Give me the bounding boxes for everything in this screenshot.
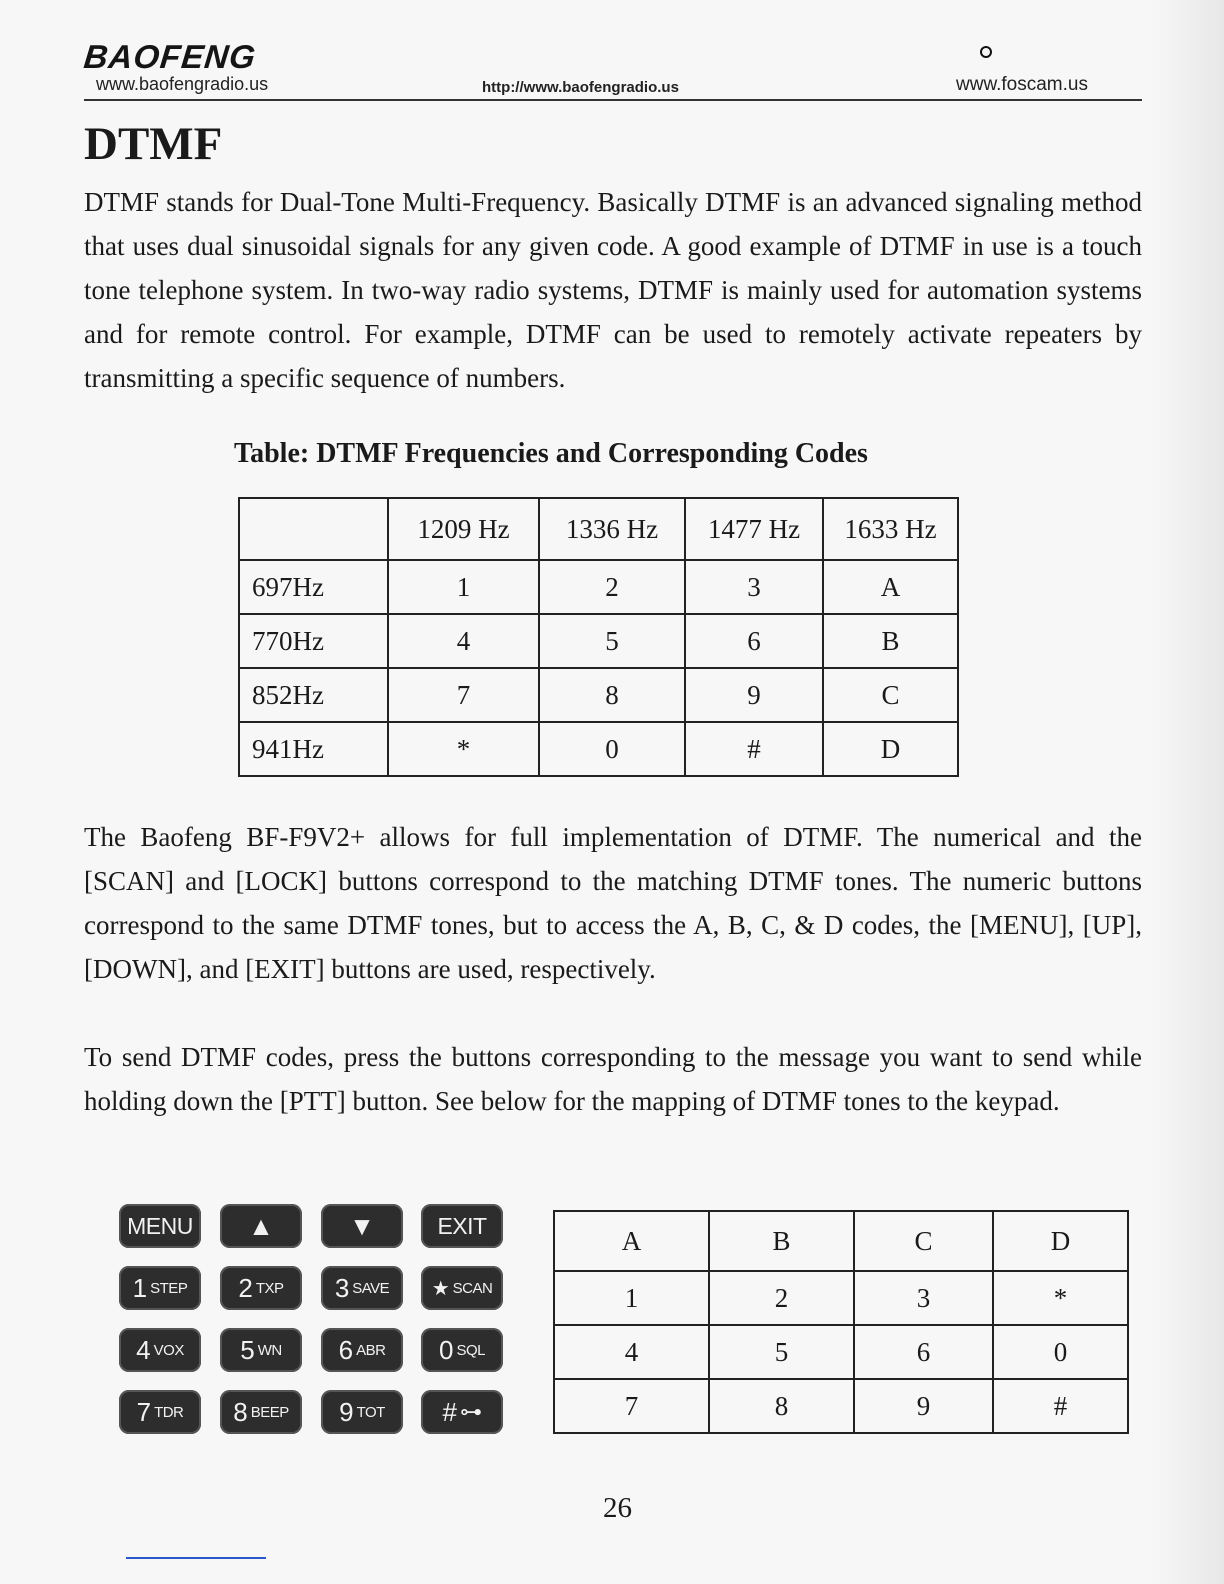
key-5-wn [220, 1328, 302, 1372]
table-cell: 1 [554, 1271, 709, 1325]
table-cell: 5 [539, 614, 685, 668]
star-icon: ★ [431, 1277, 450, 1300]
table-row [554, 1325, 1128, 1379]
key-function: VOX [153, 1341, 184, 1359]
dtmf-frequency-table [238, 497, 959, 777]
page-edge-shadow [1150, 0, 1224, 1584]
header-cell: A [554, 1211, 709, 1271]
table-cell: 6 [854, 1325, 993, 1379]
table-cell: 9 [854, 1379, 993, 1433]
table-cell: 0 [993, 1325, 1128, 1379]
header-cell: 1477 Hz [685, 498, 823, 560]
header-url-center[interactable]: http://www.baofengradio.us [482, 79, 679, 96]
header-url-right[interactable]: www.foscam.us [956, 74, 1088, 95]
key-function: STEP [150, 1279, 188, 1297]
sending-paragraph: To send DTMF codes, press the buttons corresponding to the message you want to send while holding down the [PTT] button. See below for the mapping of DTMF tones to the keypad. [84, 1042, 1142, 1116]
key-digit: 8 [233, 1396, 248, 1427]
exit-key [421, 1204, 503, 1248]
key-digit: 2 [238, 1272, 253, 1303]
key-2-txp [220, 1266, 302, 1310]
table-row [239, 614, 958, 668]
table-header-row [554, 1211, 1128, 1271]
page-number: 26 [603, 1492, 632, 1524]
key-function: WN [257, 1341, 282, 1359]
key-0-sql [421, 1328, 503, 1372]
key-hash-lock [421, 1390, 503, 1434]
header-cell: 1336 Hz [539, 498, 685, 560]
baofeng-logo: BAOFENG [82, 38, 258, 75]
key-digit: 4 [136, 1334, 151, 1365]
row-label: 697Hz [239, 560, 388, 614]
table-cell: 8 [709, 1379, 854, 1433]
key-digit: 6 [338, 1334, 354, 1365]
key-1-step [119, 1266, 201, 1310]
table-cell: # [685, 722, 823, 776]
key-3-save [321, 1266, 403, 1310]
row-label: 770Hz [239, 614, 388, 668]
table-header-row [239, 498, 958, 560]
table-cell: 4 [554, 1325, 709, 1379]
table-cell: 2 [539, 560, 685, 614]
key-digit: 5 [240, 1334, 255, 1365]
key-function: SQL [456, 1341, 485, 1359]
table-row [554, 1379, 1128, 1433]
header-cell: 1633 Hz [823, 498, 958, 560]
key-function: TDR [154, 1403, 184, 1421]
registered-mark-icon [980, 46, 992, 58]
table-cell: 4 [388, 614, 539, 668]
up-arrow-icon: ▲ [248, 1210, 274, 1241]
key-6-abr [321, 1328, 403, 1372]
table-cell: B [823, 614, 958, 668]
table-cell: 7 [554, 1379, 709, 1433]
header-cell: C [854, 1211, 993, 1271]
implementation-paragraph: The Baofeng BF-F9V2+ allows for full implementation of DTMF. The numerical and the [SCAN] and [LOCK] buttons correspond to the matching DTMF tones. The numeric buttons correspond to the same DTMF tones, but to access the A, B, C, & D codes, the [MENU], [UP], [DOWN], and [EXIT] buttons are used, respectively. [84, 822, 1142, 984]
key-digit: 9 [339, 1396, 354, 1427]
table-cell: * [993, 1271, 1128, 1325]
key-function: BEEP [250, 1403, 289, 1421]
key-star-scan [421, 1266, 503, 1310]
lock-key-icon: ⊶ [459, 1399, 482, 1424]
table-cell: 8 [539, 668, 685, 722]
table-cell: 9 [685, 668, 823, 722]
table-row [239, 722, 958, 776]
table-cell: * [388, 722, 539, 776]
table-cell: 6 [685, 614, 823, 668]
key-function: SCAN [452, 1279, 493, 1297]
table-cell: 2 [709, 1271, 854, 1325]
header-url-left[interactable]: www.baofengradio.us [96, 74, 269, 94]
header-cell: D [993, 1211, 1128, 1271]
key-label: EXIT [437, 1212, 487, 1239]
key-function: ABR [356, 1341, 386, 1359]
table-row [239, 668, 958, 722]
table-cell: # [993, 1379, 1128, 1433]
key-function: SAVE [352, 1279, 390, 1297]
table-cell: 0 [539, 722, 685, 776]
key-digit: 3 [334, 1272, 350, 1303]
row-label: 941Hz [239, 722, 388, 776]
menu-key [119, 1204, 201, 1248]
key-digit: 7 [136, 1396, 152, 1427]
table-caption: Table: DTMF Frequencies and Corresponding Codes [234, 438, 868, 469]
key-7-tdr [119, 1390, 201, 1434]
table-cell: 3 [685, 560, 823, 614]
up-arrow-key [220, 1204, 302, 1248]
page-title: DTMF [84, 118, 223, 170]
table-row [239, 560, 958, 614]
table-row [554, 1271, 1128, 1325]
key-label: MENU [127, 1212, 193, 1239]
key-8-beep [220, 1390, 302, 1434]
table-cell: 3 [854, 1271, 993, 1325]
table-cell: 1 [388, 560, 539, 614]
keypad-mapping-table [553, 1210, 1129, 1434]
key-digit: # [442, 1396, 457, 1427]
table-cell: A [823, 560, 958, 614]
down-arrow-icon: ▼ [349, 1210, 375, 1241]
down-arrow-key [321, 1204, 403, 1248]
table-cell: D [823, 722, 958, 776]
table-cell: C [823, 668, 958, 722]
key-function: TXP [255, 1279, 284, 1297]
key-digit: 1 [132, 1272, 148, 1303]
header-cell: 1209 Hz [388, 498, 539, 560]
header-cell: B [709, 1211, 854, 1271]
key-function: TOT [356, 1403, 385, 1421]
header-cell [239, 498, 388, 560]
scan-artifact-line [126, 1557, 266, 1559]
table-cell: 7 [388, 668, 539, 722]
table-cell: 5 [709, 1325, 854, 1379]
key-4-vox [119, 1328, 201, 1372]
intro-paragraph: DTMF stands for Dual-Tone Multi-Frequency. Basically DTMF is an advanced signaling method that uses dual sinusoidal signals for any given code. A good example of DTMF in use is a touch tone telephone system. In two-way radio systems, DTMF is mainly used for automation systems and for remote control. For example, DTMF can be used to remotely activate repeaters by transmitting a specific sequence of numbers. [84, 187, 1142, 393]
header-divider [84, 99, 1142, 101]
key-digit: 0 [439, 1334, 454, 1365]
key-9-tot [321, 1390, 403, 1434]
keypad-illustration [119, 1200, 509, 1440]
row-label: 852Hz [239, 668, 388, 722]
